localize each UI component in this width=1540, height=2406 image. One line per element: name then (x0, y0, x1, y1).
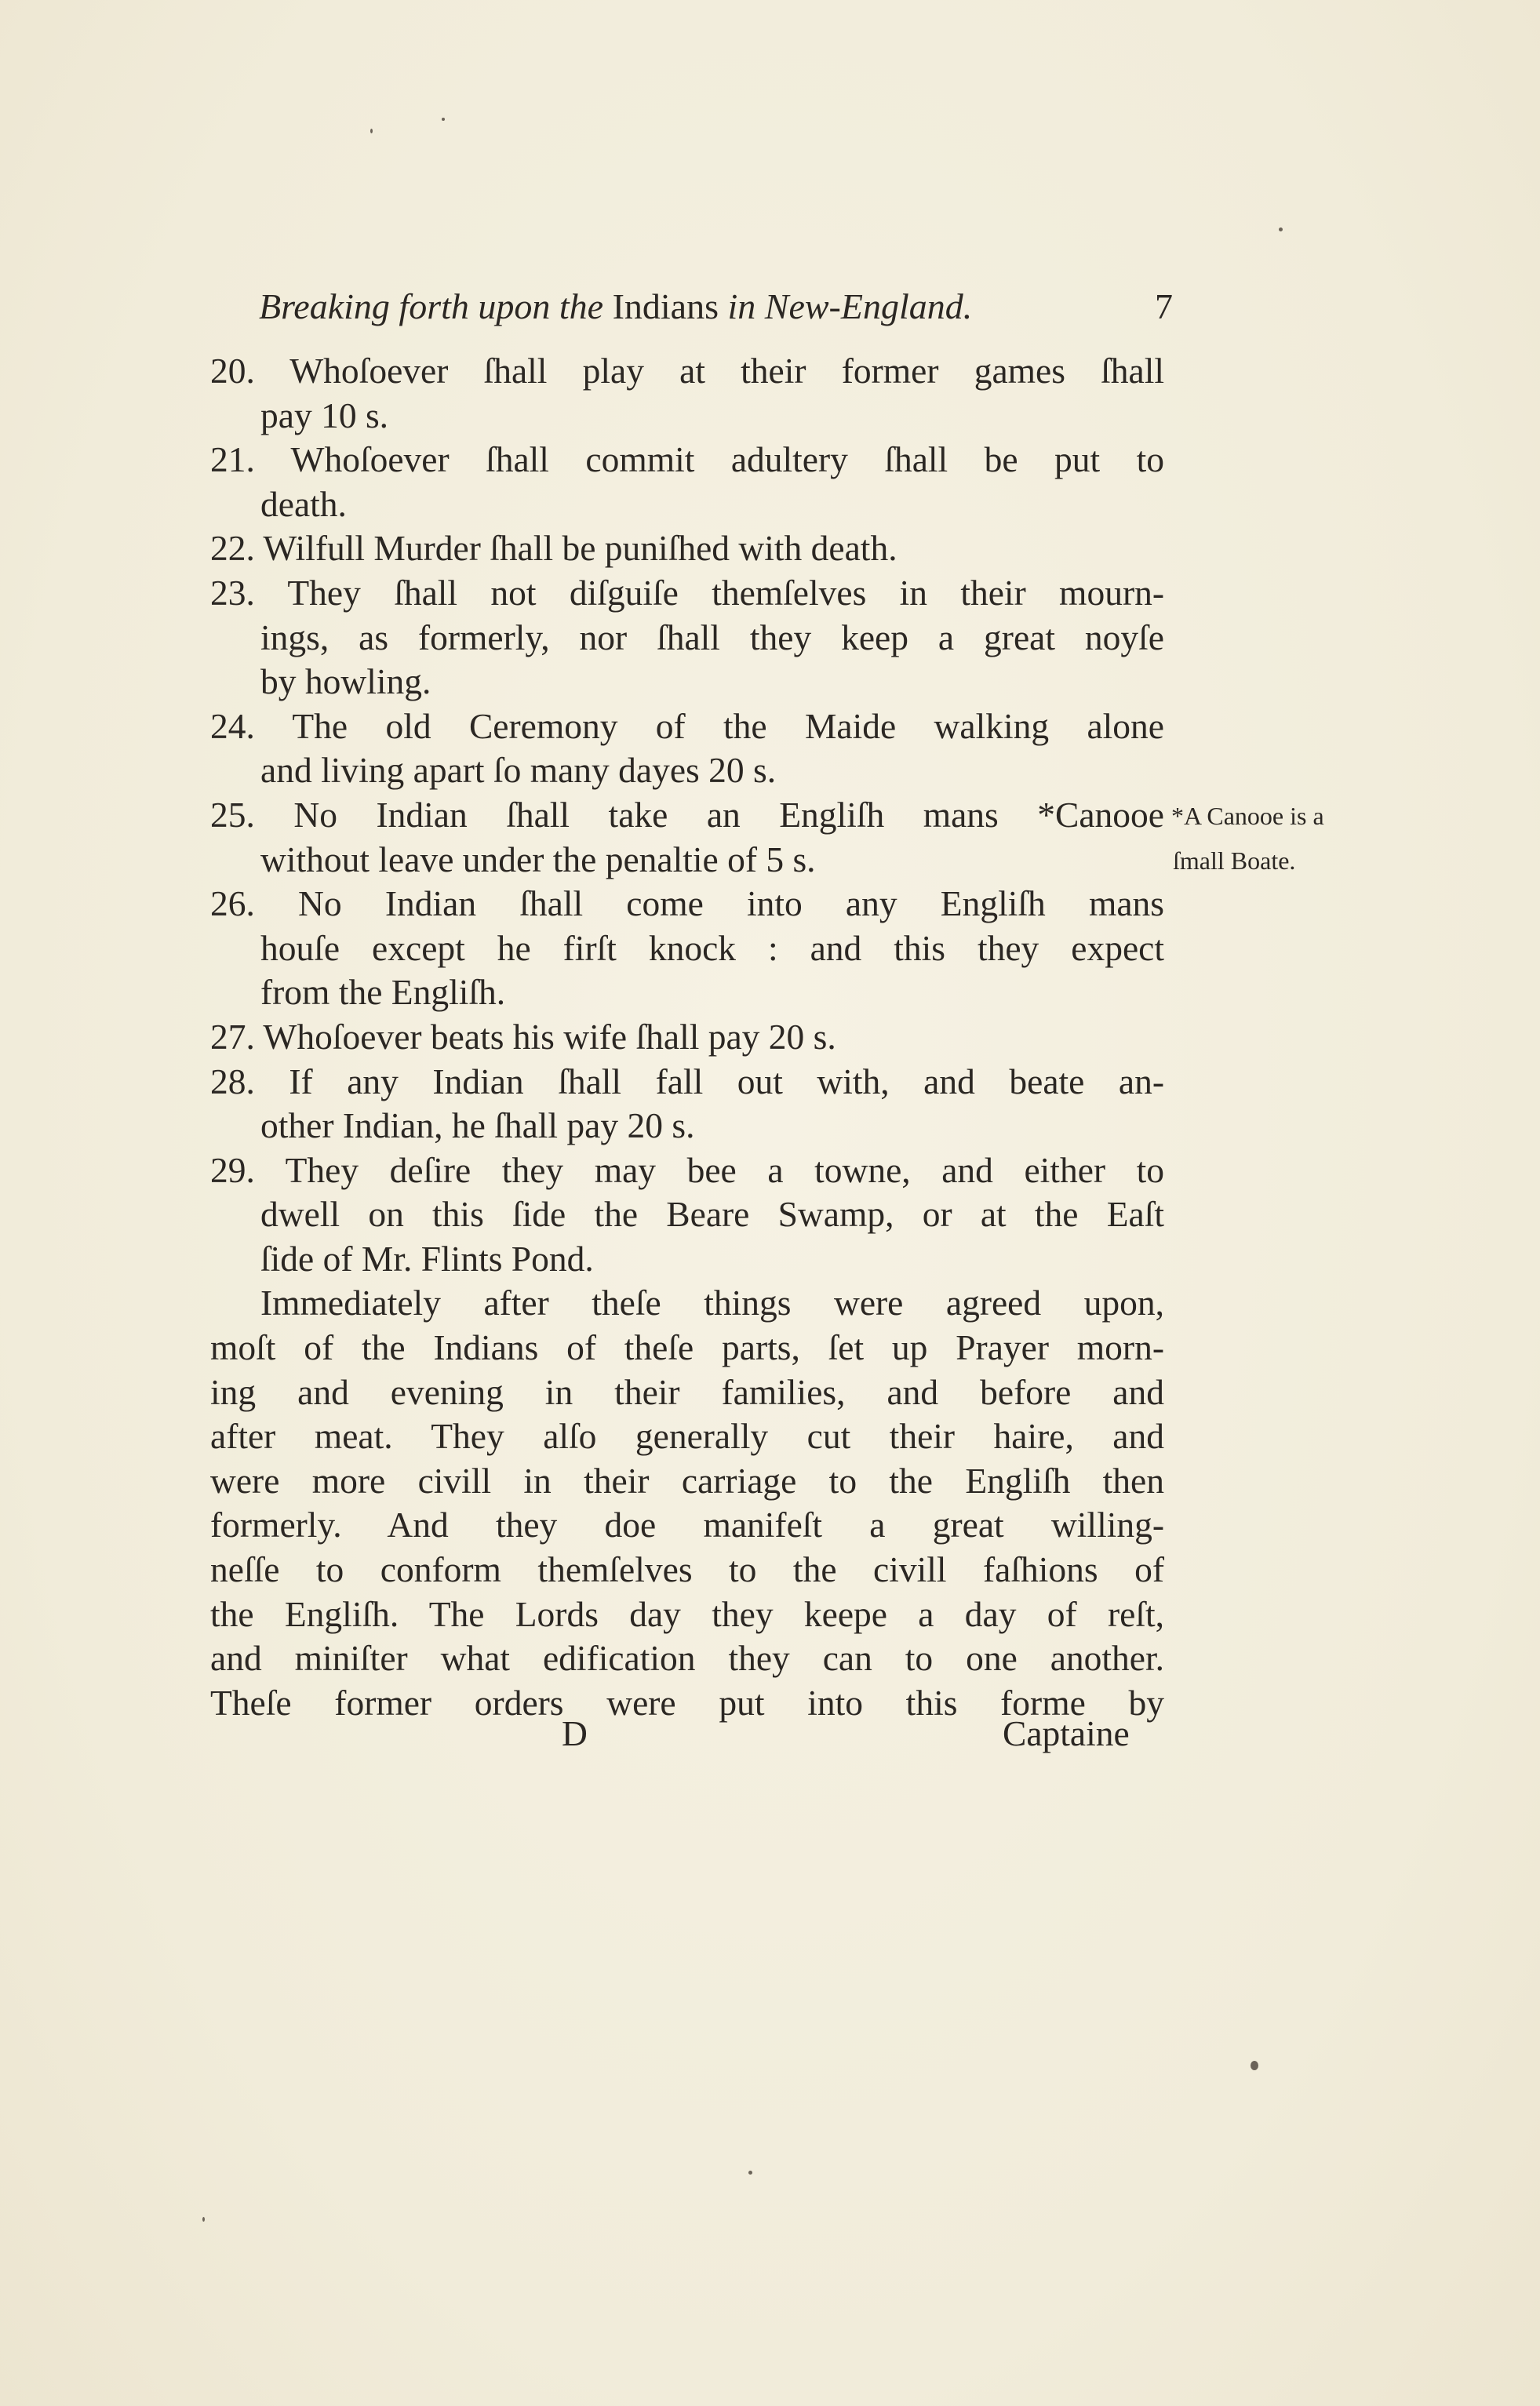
text-line: and miniſter what edification they can to one another. (210, 1638, 1164, 1679)
running-head-italic-2: in New-England. (727, 286, 973, 326)
paper-speck (748, 2171, 752, 2175)
text-line: by howling. (260, 661, 431, 702)
signature-mark: D (562, 1713, 588, 1753)
paper-speck (442, 118, 445, 121)
text-line: neſſe to conform themſelves to the civill faſhions of (210, 1549, 1164, 1590)
page-number: 7 (1155, 286, 1173, 326)
marginal-note-line-2: ſmall Boate. (1173, 846, 1296, 875)
text-line: dwell on this ſide the Beare Swamp, or at the Eaſt (260, 1194, 1164, 1235)
running-head-italic-1: Breaking forth upon the (259, 286, 604, 326)
text-line: 27. Whoſoever beats his wife ſhall pay 20 s. (210, 1016, 836, 1057)
text-line: 28. If any Indian ſhall fall out with, and beate an- (210, 1061, 1164, 1101)
text-line: 20. Whoſoever ſhall play at their former games ſhall (210, 351, 1164, 391)
text-line: and living apart ſo many dayes 20 s. (260, 750, 777, 791)
text-line: from the Engliſh. (260, 972, 506, 1013)
text-line: 22. Wilfull Murder ſhall be puniſhed with death. (210, 528, 897, 569)
text-line: 26. No Indian ſhall come into any Engliſh mans (210, 883, 1164, 924)
text-line: 24. The old Ceremony of the Maide walking alone (210, 705, 1164, 746)
text-line: after meat. They alſo generally cut their haire, and (210, 1416, 1164, 1457)
body-text (210, 349, 1164, 1725)
text-line: houſe except he firſt knock : and this they expect (260, 927, 1164, 968)
text-line: formerly. And they doe manifeſt a great willing- (210, 1505, 1164, 1545)
text-line: Immediately after theſe things were agreed upon, (260, 1283, 1164, 1323)
text-line: pay 10 s. (260, 395, 389, 435)
running-header (259, 279, 1173, 334)
text-line: the Engliſh. The Lords day they keepe a day of reſt, (210, 1593, 1164, 1634)
paper-speck (370, 129, 373, 133)
running-head-roman: Indians (612, 286, 719, 326)
text-line: were more civill in their carriage to the Engliſh then (210, 1460, 1164, 1501)
paper-speck (1279, 227, 1283, 231)
text-line: 29. They deſire they may bee a towne, and either to (210, 1149, 1164, 1190)
marginal-note (1171, 794, 1367, 883)
text-line: 23. They ſhall not diſguiſe themſelves in their mourn- (210, 572, 1164, 613)
marginal-note-line-1: *A Canooe is a (1171, 802, 1324, 830)
text-line: without leave under the penaltie of 5 s. (260, 839, 816, 879)
text-line: ing and evening in their families, and before and (210, 1371, 1164, 1412)
text-line: moſt of the Indians of theſe parts, ſet up Prayer morn- (210, 1327, 1164, 1368)
paper-speck (202, 2217, 205, 2222)
text-line: Theſe former orders were put into this forme by (210, 1682, 1164, 1723)
running-head (259, 279, 972, 334)
text-line: ſide of Mr. Flints Pond. (260, 1238, 594, 1279)
text-line: death. (260, 483, 347, 524)
text-line: 21. Whoſoever ſhall commit adultery ſhall be put to (210, 439, 1164, 480)
text-line: 25. No Indian ſhall take an Engliſh mans *Canooe (210, 794, 1164, 835)
text-line: other Indian, he ſhall pay 20 s. (260, 1105, 695, 1146)
text-line: ings, as formerly, nor ſhall they keep a great noyſe (260, 617, 1164, 657)
catchword: Captaine (1003, 1713, 1130, 1753)
paper-speck (1251, 2061, 1258, 2070)
